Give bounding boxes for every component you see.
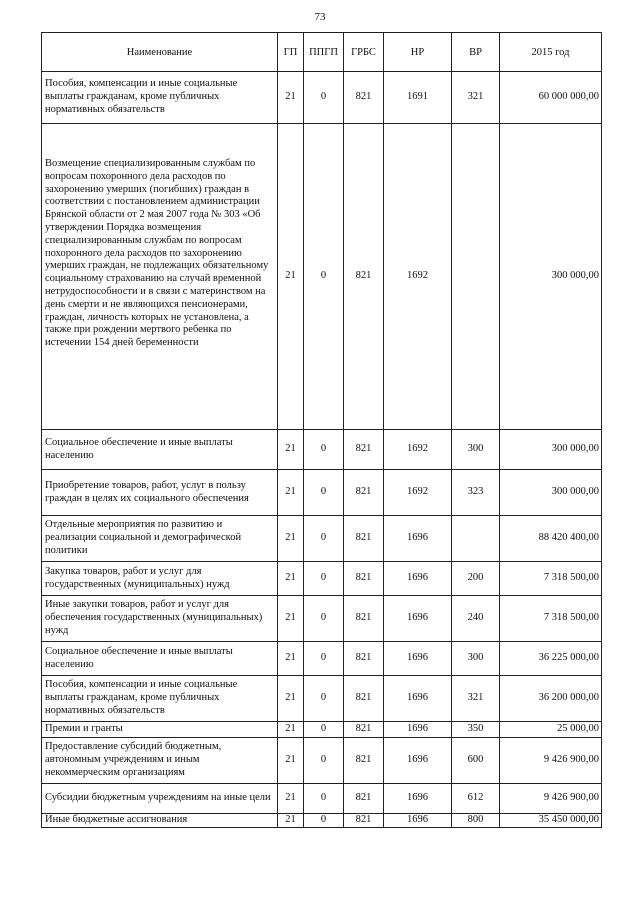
cell-nr: 1696 (384, 738, 452, 784)
cell-grbs: 821 (344, 430, 384, 470)
cell-nr: 1696 (384, 562, 452, 596)
cell-vr: 321 (452, 676, 500, 722)
cell-amount: 35 450 000,00 (500, 814, 602, 828)
cell-amount: 300 000,00 (500, 470, 602, 516)
cell-name: Социальное обеспечение и иные выплаты населению (42, 642, 278, 676)
cell-grbs: 821 (344, 72, 384, 124)
cell-gp: 21 (278, 516, 304, 562)
cell-gp: 21 (278, 562, 304, 596)
cell-name: Пособия, компенсации и иные социальные выплаты гражданам, кроме публичных нормативных обязательств (42, 676, 278, 722)
cell-amount: 25 000,00 (500, 722, 602, 738)
cell-amount: 300 000,00 (500, 430, 602, 470)
table-row (42, 596, 602, 642)
cell-vr (452, 124, 500, 430)
table-row (42, 430, 602, 470)
cell-grbs: 821 (344, 470, 384, 516)
cell-amount: 9 426 900,00 (500, 784, 602, 814)
cell-ppgp: 0 (304, 596, 344, 642)
budget-table (41, 32, 602, 828)
cell-nr: 1696 (384, 814, 452, 828)
header-vr: ВР (452, 33, 500, 72)
cell-grbs: 821 (344, 562, 384, 596)
cell-vr: 612 (452, 784, 500, 814)
cell-vr: 350 (452, 722, 500, 738)
cell-nr: 1692 (384, 124, 452, 430)
table-row (42, 72, 602, 124)
table-row (42, 784, 602, 814)
table-header-row (42, 33, 602, 72)
cell-name: Иные закупки товаров, работ и услуг для обеспечения государственных (муниципальных) нужд (42, 596, 278, 642)
cell-grbs: 821 (344, 642, 384, 676)
cell-gp: 21 (278, 430, 304, 470)
cell-nr: 1696 (384, 516, 452, 562)
cell-grbs: 821 (344, 784, 384, 814)
cell-gp: 21 (278, 596, 304, 642)
cell-vr: 323 (452, 470, 500, 516)
cell-amount: 36 200 000,00 (500, 676, 602, 722)
cell-name: Пособия, компенсации и иные социальные выплаты гражданам, кроме публичных нормативных обязательств (42, 72, 278, 124)
table-row (42, 814, 602, 828)
cell-grbs: 821 (344, 738, 384, 784)
cell-ppgp: 0 (304, 738, 344, 784)
cell-vr: 240 (452, 596, 500, 642)
cell-ppgp: 0 (304, 562, 344, 596)
cell-nr: 1696 (384, 784, 452, 814)
cell-amount: 9 426 900,00 (500, 738, 602, 784)
cell-amount: 60 000 000,00 (500, 72, 602, 124)
cell-vr: 321 (452, 72, 500, 124)
header-year: 2015 год (500, 33, 602, 72)
table-row (42, 470, 602, 516)
header-nr: НР (384, 33, 452, 72)
cell-amount: 7 318 500,00 (500, 562, 602, 596)
table-row (42, 738, 602, 784)
cell-nr: 1696 (384, 642, 452, 676)
cell-gp: 21 (278, 642, 304, 676)
cell-gp: 21 (278, 72, 304, 124)
cell-ppgp: 0 (304, 814, 344, 828)
table-row (42, 642, 602, 676)
cell-ppgp: 0 (304, 470, 344, 516)
header-name: Наименование (42, 33, 278, 72)
cell-name: Приобретение товаров, работ, услуг в пользу граждан в целях их социального обеспечения (42, 470, 278, 516)
cell-nr: 1696 (384, 676, 452, 722)
cell-name: Субсидии бюджетным учреждениям на иные цели (42, 784, 278, 814)
cell-gp: 21 (278, 784, 304, 814)
cell-amount: 300 000,00 (500, 124, 602, 430)
table-row (42, 124, 602, 430)
cell-vr: 800 (452, 814, 500, 828)
cell-vr: 300 (452, 642, 500, 676)
cell-name: Предоставление субсидий бюджетным, автономным учреждениям и иным некоммерческим организациям (42, 738, 278, 784)
cell-grbs: 821 (344, 722, 384, 738)
cell-amount: 7 318 500,00 (500, 596, 602, 642)
cell-grbs: 821 (344, 814, 384, 828)
cell-name: Социальное обеспечение и иные выплаты населению (42, 430, 278, 470)
table-row (42, 562, 602, 596)
cell-nr: 1696 (384, 722, 452, 738)
cell-amount: 88 420 400,00 (500, 516, 602, 562)
cell-ppgp: 0 (304, 784, 344, 814)
cell-ppgp: 0 (304, 642, 344, 676)
cell-grbs: 821 (344, 676, 384, 722)
cell-vr (452, 516, 500, 562)
cell-vr: 300 (452, 430, 500, 470)
cell-vr: 600 (452, 738, 500, 784)
cell-ppgp: 0 (304, 124, 344, 430)
cell-name: Закупка товаров, работ и услуг для государственных (муниципальных) нужд (42, 562, 278, 596)
cell-vr: 200 (452, 562, 500, 596)
cell-gp: 21 (278, 814, 304, 828)
cell-nr: 1696 (384, 596, 452, 642)
header-gp: ГП (278, 33, 304, 72)
cell-amount: 36 225 000,00 (500, 642, 602, 676)
cell-grbs: 821 (344, 516, 384, 562)
cell-ppgp: 0 (304, 72, 344, 124)
page-number: 73 (314, 11, 326, 23)
cell-grbs: 821 (344, 124, 384, 430)
cell-grbs: 821 (344, 596, 384, 642)
cell-name: Возмещение специализированным службам по вопросам похоронного дела расходов по захоронению умерших (погибших) граждан в соответствии с постановлением администрации Брянской области от 2 мая 2007 года № 303 «Об утверждении Порядка возмещения специализированным службам по вопросам похоронного дела расходов по захоронению умерших граждан, не подлежащих обязательному социальному страхованию на случай временной нетрудоспособности и в связи с материнством на день смерти и не являющихся пенсионерами, граждан, личность которых не установлена, а также при рождении мертвого ребенка по истечении 154 дней беременности (42, 124, 278, 430)
cell-ppgp: 0 (304, 430, 344, 470)
header-ppgp: ППГП (304, 33, 344, 72)
cell-ppgp: 0 (304, 516, 344, 562)
cell-name: Иные бюджетные ассигнования (42, 814, 278, 828)
cell-nr: 1692 (384, 430, 452, 470)
cell-gp: 21 (278, 676, 304, 722)
cell-nr: 1692 (384, 470, 452, 516)
cell-gp: 21 (278, 470, 304, 516)
table-row (42, 722, 602, 738)
table-row (42, 516, 602, 562)
cell-gp: 21 (278, 124, 304, 430)
cell-ppgp: 0 (304, 722, 344, 738)
cell-gp: 21 (278, 738, 304, 784)
cell-nr: 1691 (384, 72, 452, 124)
table-row (42, 676, 602, 722)
cell-name: Премии и гранты (42, 722, 278, 738)
header-grbs: ГРБС (344, 33, 384, 72)
cell-ppgp: 0 (304, 676, 344, 722)
cell-gp: 21 (278, 722, 304, 738)
cell-name: Отдельные мероприятия по развитию и реализации социальной и демографической политики (42, 516, 278, 562)
